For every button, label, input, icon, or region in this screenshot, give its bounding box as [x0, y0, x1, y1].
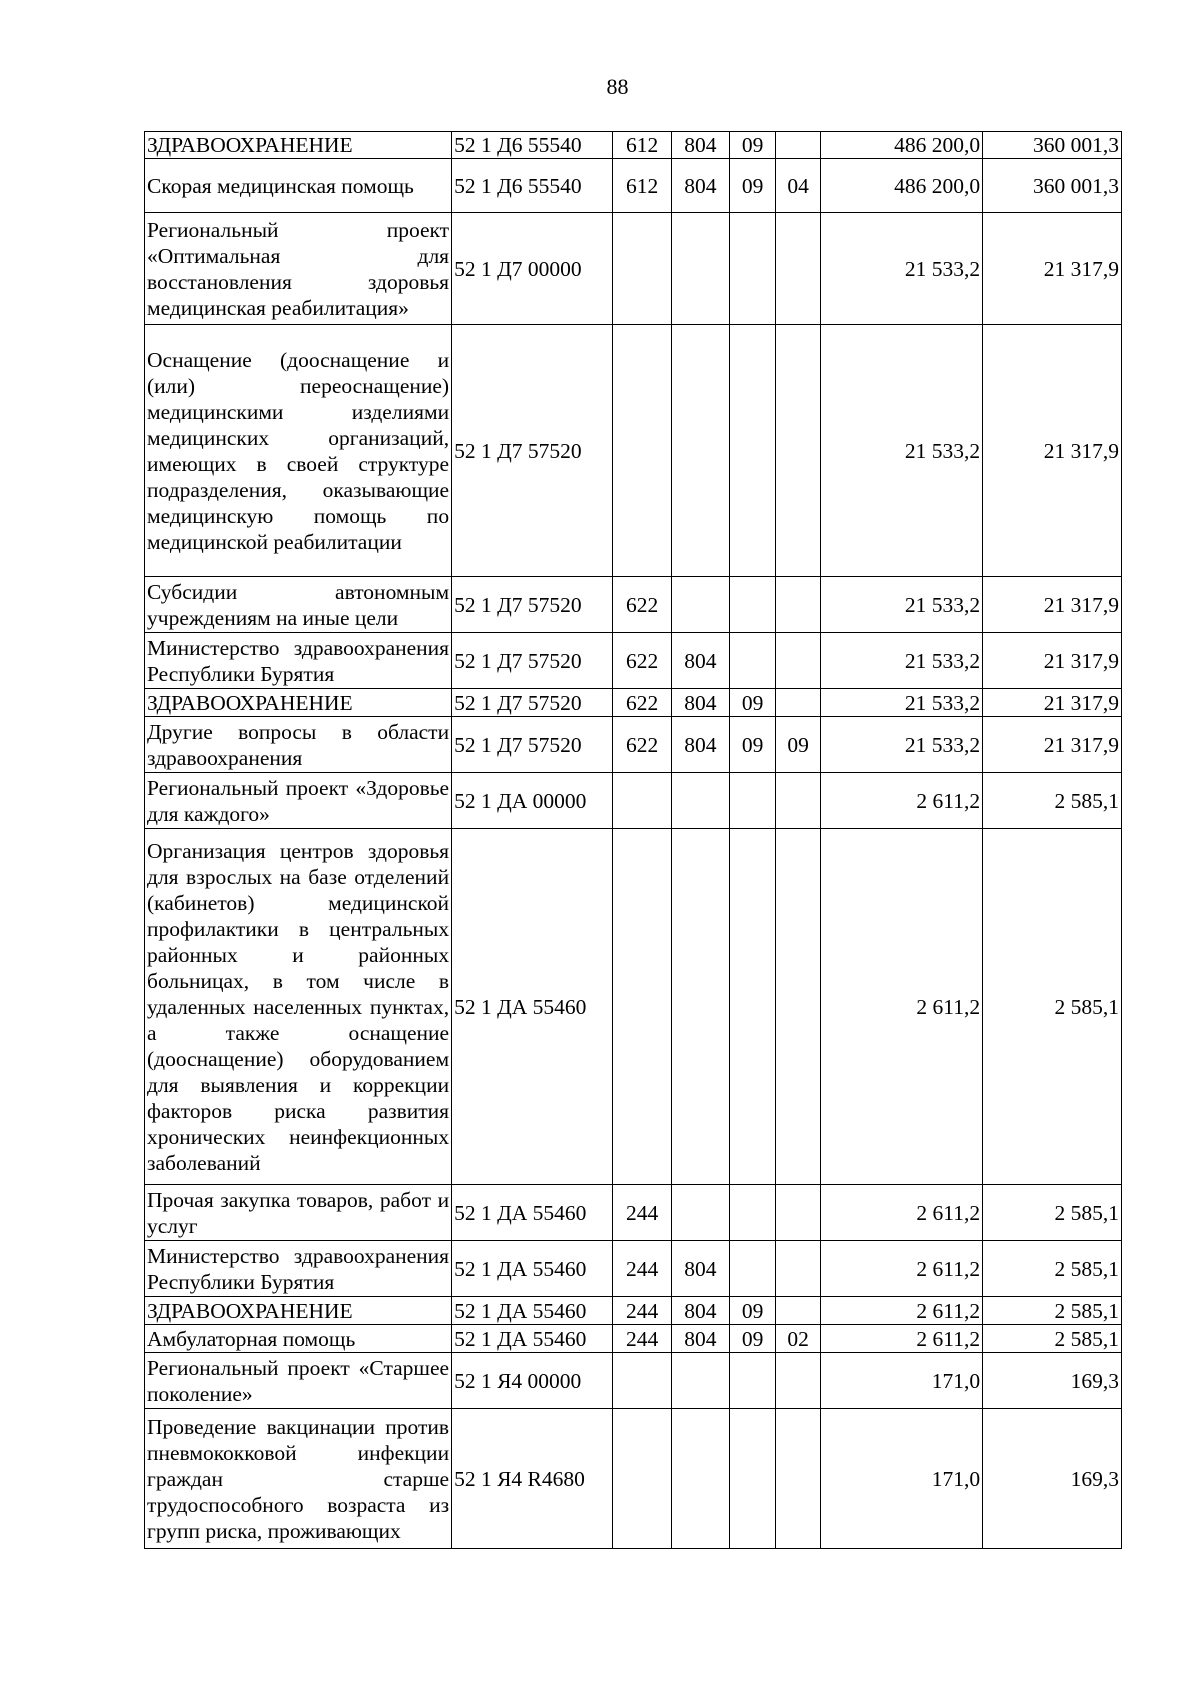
table-cell-expense-type: 244 [613, 1241, 672, 1297]
table-cell-code: 52 1 Д7 57520 [452, 577, 613, 633]
table-cell-grbs: 804 [672, 132, 730, 159]
table-cell-subsection [776, 1297, 821, 1325]
table-cell-subsection [776, 577, 821, 633]
table-cell-code: 52 1 Я4 R4680 [452, 1409, 613, 1549]
table-cell-section [729, 213, 776, 325]
table-cell-amount-1: 21 533,2 [820, 689, 982, 717]
table-cell-expense-type [613, 325, 672, 577]
table-cell-code: 52 1 Д6 55540 [452, 132, 613, 159]
table-row [145, 633, 1122, 689]
table-cell-name: ЗДРАВООХРАНЕНИЕ [145, 1297, 452, 1325]
table-row [145, 325, 1122, 577]
table-cell-grbs [672, 577, 730, 633]
table-cell-section: 09 [729, 159, 776, 213]
table-cell-section [729, 1241, 776, 1297]
table-row [145, 132, 1122, 159]
table-cell-amount-1: 2 611,2 [820, 773, 982, 829]
table-cell-code: 52 1 Д7 57520 [452, 717, 613, 773]
table-cell-amount-1: 21 533,2 [820, 717, 982, 773]
table-cell-code: 52 1 ДА 55460 [452, 1297, 613, 1325]
table-cell-name: Оснащение (дооснащение и (или) переоснащение) медицинскими изделиями медицинских организаций, имеющих в своей структуре подразделения, оказывающие медицинскую помощь по медицинской реабилитации [145, 325, 452, 577]
table-cell-amount-2: 360 001,3 [983, 159, 1122, 213]
table-cell-amount-2: 2 585,1 [983, 829, 1122, 1185]
table-cell-grbs: 804 [672, 633, 730, 689]
table-cell-section [729, 577, 776, 633]
table-row [145, 689, 1122, 717]
table-cell-grbs: 804 [672, 1297, 730, 1325]
table-cell-grbs: 804 [672, 689, 730, 717]
table-cell-expense-type: 612 [613, 132, 672, 159]
table-cell-name: Проведение вакцинации против пневмококковой инфекции граждан старше трудоспособного возраста из групп риска, проживающих [145, 1409, 452, 1549]
table-row [145, 1409, 1122, 1549]
table-cell-code: 52 1 ДА 55460 [452, 1185, 613, 1241]
table-cell-subsection [776, 1241, 821, 1297]
table-cell-subsection [776, 1185, 821, 1241]
table-cell-grbs [672, 1185, 730, 1241]
table-cell-subsection: 04 [776, 159, 821, 213]
table-cell-grbs [672, 1353, 730, 1409]
table-cell-code: 52 1 ДА 55460 [452, 1241, 613, 1297]
table-cell-name: ЗДРАВООХРАНЕНИЕ [145, 689, 452, 717]
table-cell-amount-1: 21 533,2 [820, 325, 982, 577]
table-cell-section: 09 [729, 717, 776, 773]
table-cell-name: Министерство здравоохранения Республики Бурятия [145, 633, 452, 689]
table-cell-name: Прочая закупка товаров, работ и услуг [145, 1185, 452, 1241]
table-cell-amount-1: 2 611,2 [820, 1297, 982, 1325]
table-cell-amount-1: 2 611,2 [820, 1325, 982, 1353]
table-cell-section [729, 1185, 776, 1241]
table-cell-code: 52 1 Д6 55540 [452, 159, 613, 213]
table-cell-name: Амбулаторная помощь [145, 1325, 452, 1353]
table-cell-amount-1: 171,0 [820, 1353, 982, 1409]
table-cell-amount-1: 2 611,2 [820, 1241, 982, 1297]
table-cell-code: 52 1 ДА 55460 [452, 1325, 613, 1353]
table-row [145, 213, 1122, 325]
table-cell-amount-1: 2 611,2 [820, 1185, 982, 1241]
table-cell-expense-type [613, 213, 672, 325]
table-cell-subsection [776, 132, 821, 159]
table-cell-grbs [672, 1409, 730, 1549]
table-cell-section: 09 [729, 1297, 776, 1325]
table-cell-section [729, 325, 776, 577]
table-cell-name: Региональный проект «Здоровье для каждого» [145, 773, 452, 829]
table-cell-code: 52 1 Д7 00000 [452, 213, 613, 325]
table-cell-subsection [776, 213, 821, 325]
table-cell-name: Организация центров здоровья для взрослых на базе отделений (кабинетов) медицинской профилактики в центральных районных и районных больницах, в том числе в удаленных населенных пунктах, а также оснащение (дооснащение) оборудованием для выявления и коррекции факторов риска развития хронических неинфекционных заболеваний [145, 829, 452, 1185]
table-cell-name: Скорая медицинская помощь [145, 159, 452, 213]
table-cell-amount-2: 21 317,9 [983, 633, 1122, 689]
table-row [145, 1241, 1122, 1297]
table-cell-section [729, 1409, 776, 1549]
table-cell-expense-type [613, 773, 672, 829]
table-cell-amount-2: 360 001,3 [983, 132, 1122, 159]
table-cell-subsection [776, 1353, 821, 1409]
table-cell-expense-type [613, 1353, 672, 1409]
table-cell-subsection [776, 633, 821, 689]
table-cell-amount-2: 2 585,1 [983, 1297, 1122, 1325]
table-cell-subsection [776, 1409, 821, 1549]
table-cell-amount-1: 21 533,2 [820, 213, 982, 325]
table-cell-name: Другие вопросы в области здравоохранения [145, 717, 452, 773]
table-row [145, 1185, 1122, 1241]
table-cell-subsection [776, 325, 821, 577]
table-cell-expense-type [613, 829, 672, 1185]
table-cell-amount-2: 21 317,9 [983, 213, 1122, 325]
table-cell-expense-type [613, 1409, 672, 1549]
table-cell-amount-1: 21 533,2 [820, 577, 982, 633]
table-cell-grbs [672, 325, 730, 577]
table-cell-expense-type: 244 [613, 1297, 672, 1325]
table-cell-expense-type: 612 [613, 159, 672, 213]
table-cell-code: 52 1 Д7 57520 [452, 633, 613, 689]
table-cell-expense-type: 622 [613, 689, 672, 717]
table-row [145, 159, 1122, 213]
table-cell-subsection [776, 829, 821, 1185]
table-cell-grbs: 804 [672, 159, 730, 213]
table-cell-amount-2: 21 317,9 [983, 325, 1122, 577]
table-cell-code: 52 1 Д7 57520 [452, 689, 613, 717]
table-cell-subsection: 09 [776, 717, 821, 773]
table-row [145, 773, 1122, 829]
table-cell-section [729, 633, 776, 689]
table-cell-amount-1: 486 200,0 [820, 132, 982, 159]
table-cell-amount-1: 171,0 [820, 1409, 982, 1549]
table-cell-name: Региональный проект «Оптимальная для восстановления здоровья медицинская реабилитация» [145, 213, 452, 325]
table-cell-expense-type: 622 [613, 717, 672, 773]
table-cell-grbs [672, 213, 730, 325]
table-cell-expense-type: 622 [613, 577, 672, 633]
table-row [145, 829, 1122, 1185]
table-cell-grbs: 804 [672, 717, 730, 773]
table-cell-amount-2: 2 585,1 [983, 1185, 1122, 1241]
table-cell-amount-2: 169,3 [983, 1409, 1122, 1549]
table-cell-name: Министерство здравоохранения Республики Бурятия [145, 1241, 452, 1297]
table-cell-section [729, 829, 776, 1185]
table-cell-code: 52 1 Д7 57520 [452, 325, 613, 577]
table-cell-section: 09 [729, 132, 776, 159]
table-cell-name: Региональный проект «Старшее поколение» [145, 1353, 452, 1409]
table-cell-subsection [776, 773, 821, 829]
table-cell-amount-2: 2 585,1 [983, 1325, 1122, 1353]
table-cell-amount-2: 21 317,9 [983, 577, 1122, 633]
table-cell-code: 52 1 ДА 55460 [452, 829, 613, 1185]
table-row [145, 717, 1122, 773]
table-cell-section: 09 [729, 689, 776, 717]
table-cell-section [729, 1353, 776, 1409]
page-number: 88 [606, 74, 629, 99]
table-cell-amount-2: 2 585,1 [983, 1241, 1122, 1297]
table-cell-name: Субсидии автономным учреждениям на иные цели [145, 577, 452, 633]
table-cell-amount-2: 2 585,1 [983, 773, 1122, 829]
table-cell-grbs: 804 [672, 1325, 730, 1353]
table-cell-section: 09 [729, 1325, 776, 1353]
table-cell-expense-type: 244 [613, 1325, 672, 1353]
table-cell-amount-2: 21 317,9 [983, 689, 1122, 717]
table-cell-grbs [672, 773, 730, 829]
table-cell-amount-2: 169,3 [983, 1353, 1122, 1409]
budget-table [144, 131, 1122, 1549]
table-cell-amount-2: 21 317,9 [983, 717, 1122, 773]
table-cell-expense-type: 622 [613, 633, 672, 689]
table-cell-amount-1: 486 200,0 [820, 159, 982, 213]
table-cell-name: ЗДРАВООХРАНЕНИЕ [145, 132, 452, 159]
table-row [145, 1325, 1122, 1353]
table-row [145, 577, 1122, 633]
table-cell-subsection: 02 [776, 1325, 821, 1353]
table-cell-amount-1: 2 611,2 [820, 829, 982, 1185]
table-row [145, 1353, 1122, 1409]
table-cell-expense-type: 244 [613, 1185, 672, 1241]
table-cell-grbs: 804 [672, 1241, 730, 1297]
table-cell-section [729, 773, 776, 829]
table-cell-grbs [672, 829, 730, 1185]
table-cell-code: 52 1 Я4 00000 [452, 1353, 613, 1409]
table-cell-amount-1: 21 533,2 [820, 633, 982, 689]
table-row [145, 1297, 1122, 1325]
table-cell-code: 52 1 ДА 00000 [452, 773, 613, 829]
table-cell-subsection [776, 689, 821, 717]
